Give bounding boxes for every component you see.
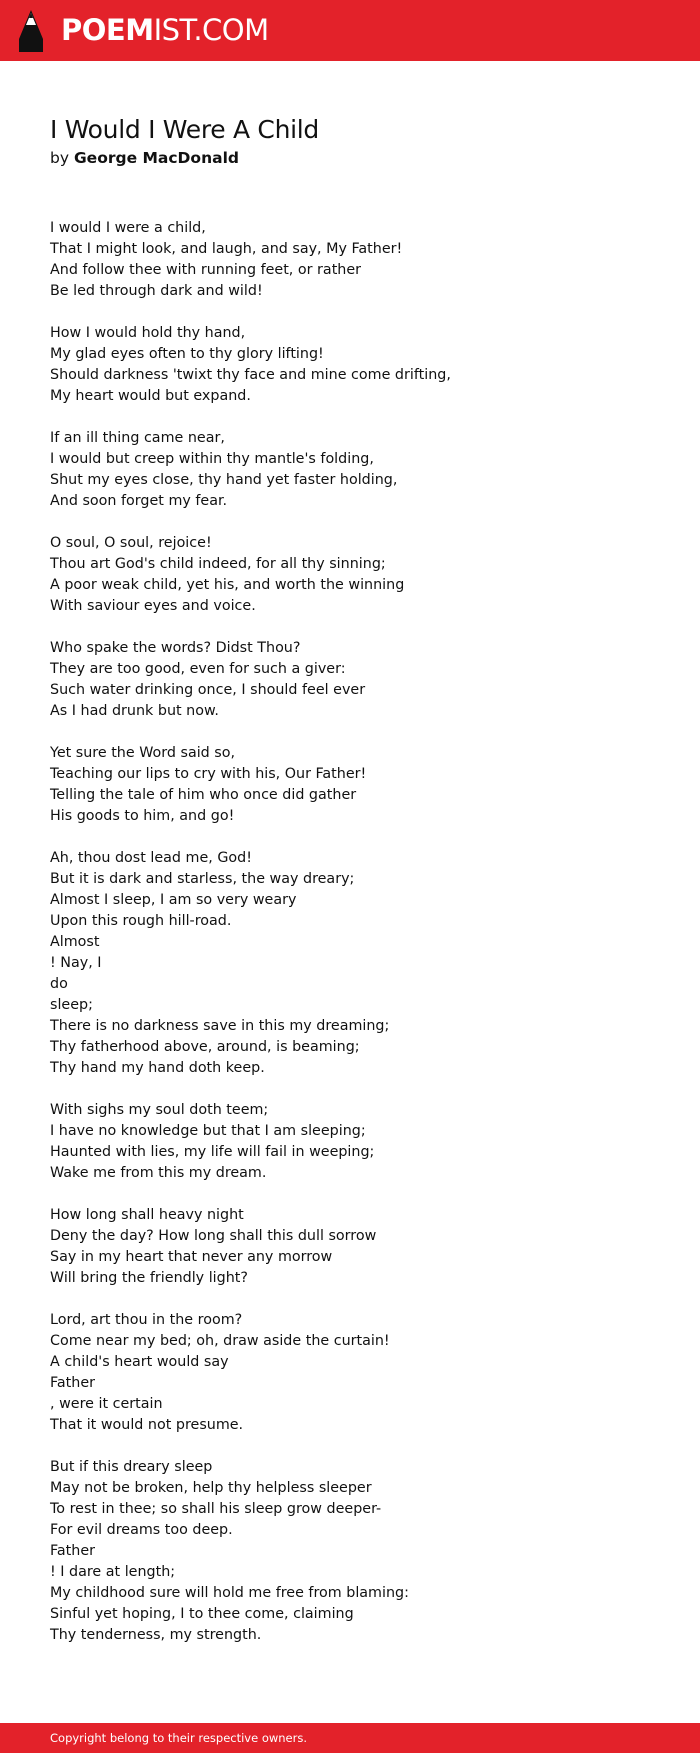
poem-line: With sighs my soul doth teem; (50, 1102, 269, 1118)
poem-line: Who spake the words? Didst Thou? (50, 640, 301, 656)
poem-line: Come near my bed; oh, draw aside the curtain! (50, 1333, 390, 1349)
poem-line: How long shall heavy night (50, 1207, 244, 1223)
poem-line: I would I were a child, (50, 220, 206, 236)
poem-line: Father (50, 1543, 96, 1559)
poem-line: Father (50, 1375, 96, 1391)
brand-light: IST.COM (153, 13, 269, 47)
poem-line: Should darkness 'twixt thy face and mine come drifting, (50, 367, 451, 383)
stanza-break (50, 302, 650, 323)
poem-line: And follow thee with running feet, or rather (50, 262, 362, 278)
brand-bold: POEM (61, 13, 154, 47)
poem-line: sleep; (50, 997, 93, 1013)
byline (50, 149, 239, 167)
poem-line: Lord, art thou in the room? (50, 1312, 243, 1328)
poem-line: A child's heart would say (50, 1354, 229, 1370)
site-logo-text[interactable] (61, 12, 269, 48)
pencil-tip-icon[interactable] (18, 9, 44, 52)
poem-line: They are too good, even for such a giver: (50, 661, 346, 677)
poem-line: My glad eyes often to thy glory lifting! (50, 346, 324, 362)
poem-line: Teaching our lips to cry with his, Our Father! (50, 766, 367, 782)
poem-line: Thy fatherhood above, around, is beaming; (50, 1039, 360, 1055)
poem-line: , were it certain (50, 1396, 163, 1412)
poem-line: Be led through dark and wild! (50, 283, 263, 299)
poem-line: Sinful yet hoping, I to thee come, claiming (50, 1606, 354, 1622)
poem-line: Telling the tale of him who once did gather (50, 787, 357, 803)
poem-line: Thou art God's child indeed, for all thy sinning; (50, 556, 386, 572)
stanza-break (50, 722, 650, 743)
stanza-break (50, 1289, 650, 1310)
poem-line: But if this dreary sleep (50, 1459, 213, 1475)
poem-line: For evil dreams too deep. (50, 1522, 233, 1538)
poem-line: And soon forget my fear. (50, 493, 228, 509)
poem-line: My heart would but expand. (50, 388, 251, 404)
poem-line: His goods to him, and go! (50, 808, 235, 824)
poem-line: Shut my eyes close, thy hand yet faster holding, (50, 472, 398, 488)
poem-line: Upon this rough hill-road. (50, 913, 232, 929)
poem-line: ! Nay, I (50, 955, 102, 971)
poem-line: A poor weak child, yet his, and worth the winning (50, 577, 405, 593)
poem-line: As I had drunk but now. (50, 703, 219, 719)
poem-line: Wake me from this my dream. (50, 1165, 267, 1181)
poem-line: Will bring the friendly light? (50, 1270, 248, 1286)
poem-line: Haunted with lies, my life will fail in weeping; (50, 1144, 375, 1160)
poem-line: My childhood sure will hold me free from blaming: (50, 1585, 409, 1601)
poem-line: That it would not presume. (50, 1417, 244, 1433)
poem-line: With saviour eyes and voice. (50, 598, 256, 614)
poem-line: Ah, thou dost lead me, God! (50, 850, 252, 866)
by-label: by (50, 149, 70, 167)
stanza-break (50, 512, 650, 533)
stanza-break (50, 617, 650, 638)
site-header (0, 0, 700, 61)
poem-line: ! I dare at length; (50, 1564, 176, 1580)
poem-line: Almost I sleep, I am so very weary (50, 892, 297, 908)
poem-line: Yet sure the Word said so, (50, 745, 236, 761)
poem-line: But it is dark and starless, the way dreary; (50, 871, 355, 887)
copyright-text: Copyright belong to their respective owners. (50, 1731, 308, 1745)
stanza-break (50, 827, 650, 848)
poem-line: To rest in thee; so shall his sleep grow deeper- (50, 1501, 382, 1517)
stanza-break (50, 1436, 650, 1457)
stanza-break (50, 407, 650, 428)
poem-line: do (50, 976, 68, 992)
poem-line: Almost (50, 934, 100, 950)
author-name: George MacDonald (73, 149, 239, 167)
poem-line: Deny the day? How long shall this dull sorrow (50, 1228, 377, 1244)
poem-line: There is no darkness save in this my dreaming; (50, 1018, 390, 1034)
site-footer (0, 1723, 700, 1753)
poem-line: Such water drinking once, I should feel ever (50, 682, 366, 698)
poem-line: How I would hold thy hand, (50, 325, 246, 341)
poem-title: I Would I Were A Child (50, 115, 319, 144)
poem-line: May not be broken, help thy helpless sleeper (50, 1480, 372, 1496)
poem-line: That I might look, and laugh, and say, My Father! (50, 241, 403, 257)
poem-line: Thy tenderness, my strength. (50, 1627, 262, 1643)
poem-line: If an ill thing came near, (50, 430, 225, 446)
poem-line: I have no knowledge but that I am sleeping; (50, 1123, 366, 1139)
poem-line: O soul, O soul, rejoice! (50, 535, 212, 551)
poem-line: Thy hand my hand doth keep. (50, 1060, 265, 1076)
stanza-break (50, 1079, 650, 1100)
stanza-break (50, 1184, 650, 1205)
poem-line: Say in my heart that never any morrow (50, 1249, 333, 1265)
poem-body (50, 218, 650, 1646)
poem-line: I would but creep within thy mantle's folding, (50, 451, 374, 467)
